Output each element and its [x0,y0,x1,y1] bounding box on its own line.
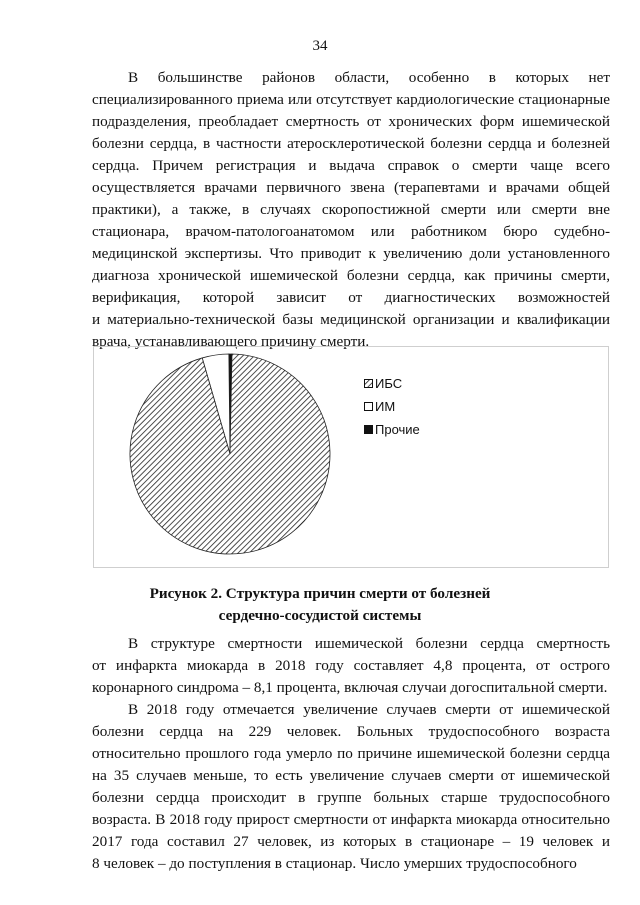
paragraph3-line: 8 человек – до поступления в стационар. Число умерших трудоспособного [92,855,577,872]
paragraph1-line: врача, устанавливающего причину смерти. [92,333,370,350]
paragraph3-line: на 35 случаев меньше, то есть увеличение случаев смерти от ишемической [92,767,610,784]
figure-caption [0,583,640,627]
paragraph1-line: сердца. Причем регистрация и выдача справок о смерти чаще всего [92,157,610,174]
caption-line-2: сердечно-сосудистой системы [218,607,422,624]
paragraph3-line: относительно прошлого года умерло по причине ишемической болезни сердца [92,745,610,762]
paragraph1-line: диагноза хронической ишемической болезни сердца, как причины смерти, [92,267,610,284]
paragraph3-line: 2017 года составил 27 человек, из которых в стационаре – 19 человек и [92,833,610,850]
paragraph1-line: стационара, врачом-патологоанатомом или работником бюро судебно- [92,223,610,240]
paragraph2-line: от инфаркта миокарда в 2018 году составляет 4,8 процента, от острого [92,657,610,674]
page-number: 34 [312,38,328,54]
paragraph1-line: болезни сердца, в частности атеросклеротической болезни сердца и болезней [92,135,610,152]
paragraph3-line: болезни сердца на 229 человек. Больных трудоспособного возраста [92,723,610,740]
paragraph1-line: специализированного приема или отсутствует кардиологические стационарные [92,91,610,108]
paragraph1-line: верификация, которой зависит от диагностических возможностей [92,289,610,306]
legend-label-im: ИМ [375,399,396,414]
paragraph-mi-structure [92,633,610,699]
paragraph1-line: практики), а также, в случаях скоропостижной смерти или смерти вне [92,201,610,218]
legend-item-other [364,418,420,441]
legend-item-ibs [364,372,420,395]
paragraph2-line: коронарного синдрома – 8,1 процента, включая случаи догоспитальной смерти. [92,679,608,696]
paragraph1-line: подразделения, преобладает смертность от хронических форм ишемической [92,113,610,130]
paragraph1-line: медицинской экспертизы. Что приводит к увеличению доли установленного [92,245,610,262]
legend-swatch-black [364,425,373,434]
paragraph1-line: и материально-технической базы медицинской организации и квалификации [92,311,610,328]
caption-line-1: Рисунок 2. Структура причин смерти от болезней [149,585,491,602]
paragraph3-line: возраста. В 2018 году прирост смертности от инфаркта миокарда относительно [92,811,610,828]
paragraph3-line: В 2018 году отмечается увеличение случаев смерти от ишемической [128,701,610,718]
legend-swatch-white [364,402,373,411]
paragraph-mortality-districts [92,67,610,353]
legend-label-other: Прочие [375,422,420,437]
legend-swatch-hatch [364,379,373,388]
paragraph2-line: В структуре смертности ишемической болезни сердца смертность [128,635,610,652]
legend-label-ibs: ИБС [375,376,403,391]
paragraph-ihd-increase [92,699,610,875]
paragraph1-line: В большинстве районов области, особенно в которых нет [128,69,610,86]
paragraph1-line: осуществляется врачами первичного звена (терапевтами и врачами общей [92,179,610,196]
paragraph3-line: болезни сердца происходит в группе больных старше трудоспособного [92,789,610,806]
pie-chart [118,350,348,560]
legend-item-im [364,395,420,418]
chart-legend [364,372,420,441]
